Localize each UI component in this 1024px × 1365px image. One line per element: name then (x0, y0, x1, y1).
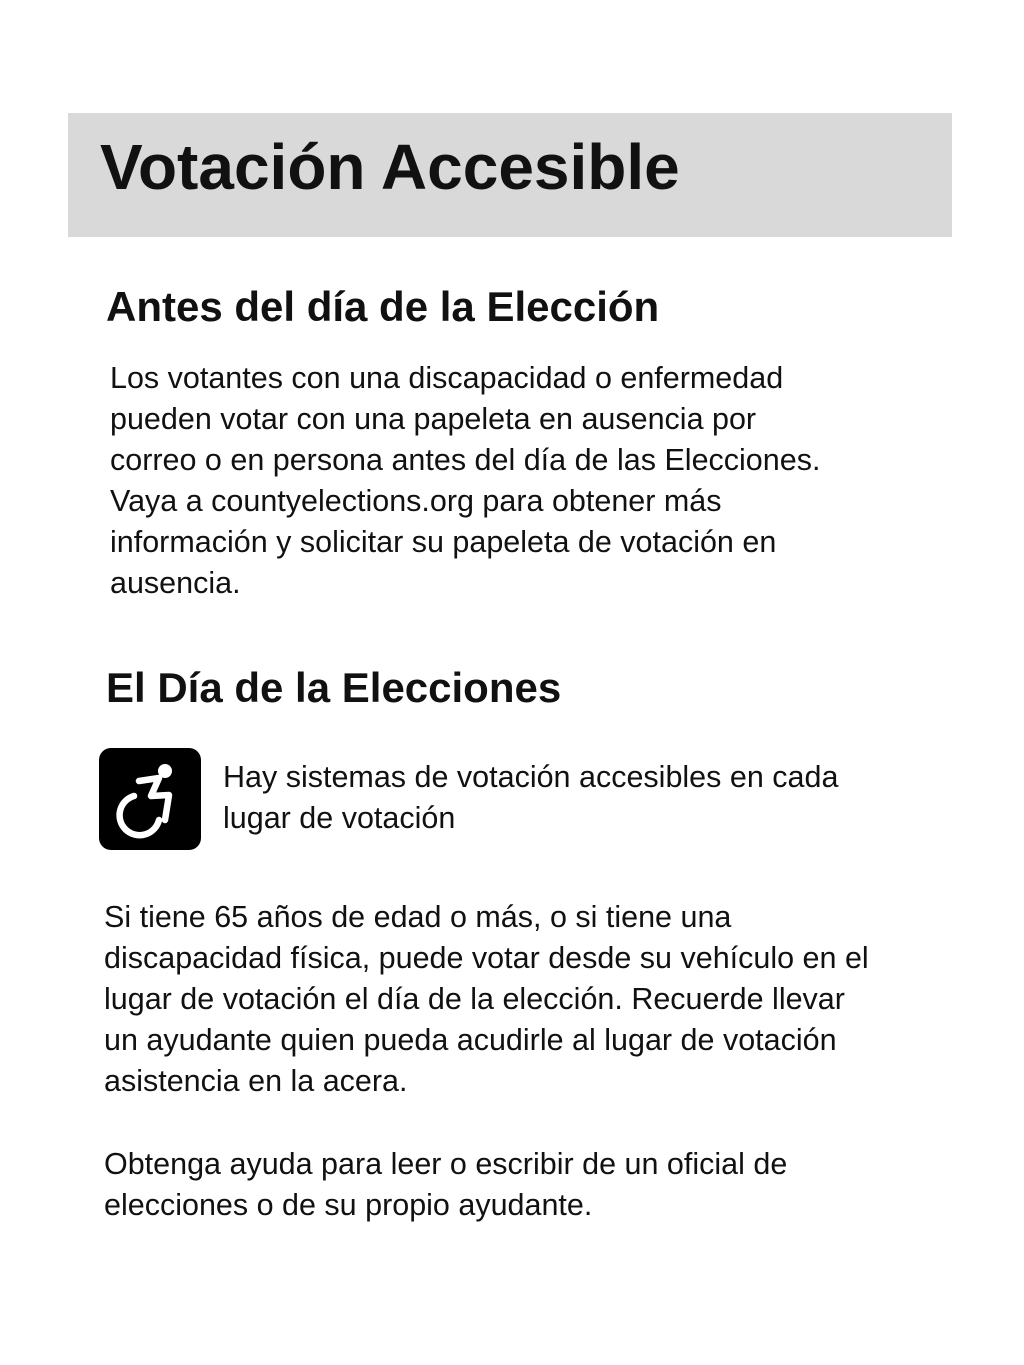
page-title: Votación Accesible (100, 131, 680, 203)
wheelchair-accessibility-icon (99, 748, 201, 850)
title-banner (68, 113, 952, 237)
curbside-voting-paragraph: Si tiene 65 años de edad o más, o si tiene una discapacidad física, puede votar desde su vehículo en el lugar de votación el día de la elección. Recuerde llevar un ayudante quien pueda acudirle al lugar de votación asistencia en la acera. (104, 900, 869, 1098)
section-heading-election-day: El Día de la Elecciones (106, 664, 562, 711)
absentee-ballot-paragraph: Los votantes con una discapacidad o enfermedad pueden votar con una papeleta en ausencia por correo o en persona antes del día de las Elecciones. Vaya a countyelections.org para obtener más información y solicitar su papeleta de votación en ausencia. (110, 361, 821, 600)
section-heading-before-election: Antes del día de la Elección (106, 283, 660, 330)
reading-writing-help-paragraph: Obtenga ayuda para leer o escribir de un oficial de elecciones o de su propio ayudante. (104, 1147, 788, 1222)
accessible-systems-text: Hay sistemas de votación accesibles en cada lugar de votación (223, 760, 839, 835)
